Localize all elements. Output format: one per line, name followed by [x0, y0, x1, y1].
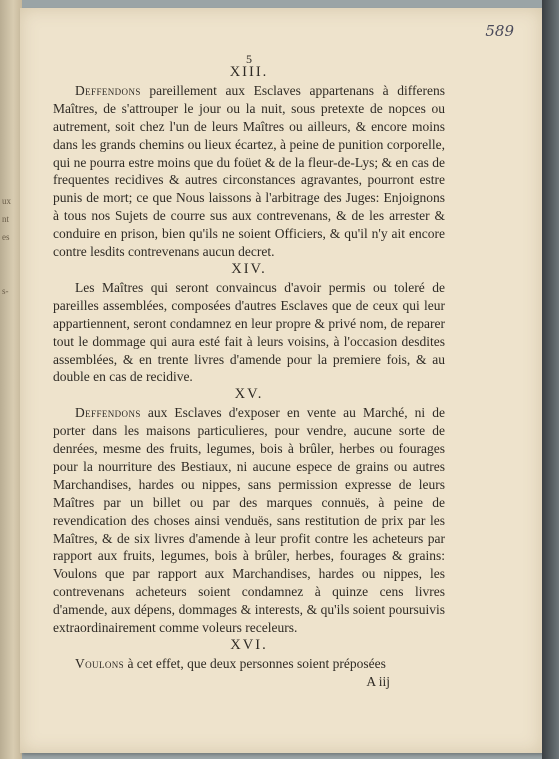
article-heading: XVI. — [230, 637, 268, 653]
article-text: aux Esclaves d'exposer en vente au Marché, ni de porter dans les maisons particulieres, pour vendre, aucune sorte de denrées, mesme des fruits, legumes, bois à brûler, herbes ou fourages pour la nourriture des Bestiaux, ni aucune espece de grains ou autres Marchandises, hardes ou nippes, sans permission expresse de leurs Maîtres par un billet ou par des marques connuës, à peine de revendication des choses ainsi venduës, sans restitution de prix par les Maîtres, & de six livres d'amende à leur profit contre les acheteurs par rapport aux fruits, legumes, bois à brûler, herbes, fourages & grains: Voulons que par rapport aux Marchandises, hardes ou nippes, les contrevenans acheteurs soient condamnez à quinze cens livres d'amende, aux dépens, dommages & interests, & qu'ils soient poursuivis extraordinairement comme voleurs receleurs. — [53, 405, 445, 636]
signature-marker: 5 — [246, 52, 252, 66]
facing-page-fragment: s- — [2, 286, 9, 296]
facing-page-fragment: nt — [2, 214, 10, 224]
article-paragraph — [53, 279, 445, 386]
facing-page-fragment: ux — [2, 196, 11, 206]
page-text — [53, 52, 445, 691]
article-paragraph — [53, 82, 445, 261]
article-text: Les Maîtres qui seront convaincus d'avoir permis ou toleré de pareilles assemblées, composées d'autres Esclaves que de ceux qui leur appartiennent, seront condamnez en leur propre & privé nom, de reparer tout le dommage qui aura esté fait à leurs voisins, à l'occasion desdites assemblées, & en trente livres d'amende pour la premiere fois, & au double en cas de recidive. — [53, 279, 445, 385]
article-lead-word: Deffendons — [75, 82, 141, 98]
article-lead-word: Voulons — [75, 655, 125, 671]
folio-number: 589 — [485, 22, 514, 40]
catchword: A iij — [366, 673, 390, 689]
facing-page-fragment: es — [2, 232, 10, 242]
article-paragraph — [53, 655, 445, 673]
article-paragraph — [53, 404, 445, 637]
book-edge — [542, 0, 559, 759]
article-text: pareillement aux Esclaves appartenans à differens Maîtres, de s'attrouper le jour ou la nuit, sous pretexte de nopces ou autrement, soit chez l'un de leurs Maîtres ou ailleurs, & encore moins dans les grands chemins ou lieux écartez, à peine de punition corporelle, qui ne pourra estre moins que du foüet & de la fleur-de-Lys; & en cas de frequentes recidives & autres circonstances agravantes, pourront estre punis de mort; ce que Nous laissons à l'arbitrage des Juges: Enjoignons à tous nos Sujets de courre sus aux contrevenans, & de les arrester & conduire en prison, bien qu'ils ne soient Officiers, & qu'il n'y ait encore contre lesdits contrevenans aucun decret. — [53, 82, 445, 260]
article-lead-word: Deffendons — [75, 405, 141, 421]
article-heading: XIV. — [231, 260, 267, 277]
facing-page-edge — [0, 0, 22, 759]
article-heading: XV. — [234, 386, 264, 403]
article-text: à cet effet, que deux personnes soient préposées — [124, 655, 386, 671]
article-heading: XIII. — [229, 64, 269, 80]
